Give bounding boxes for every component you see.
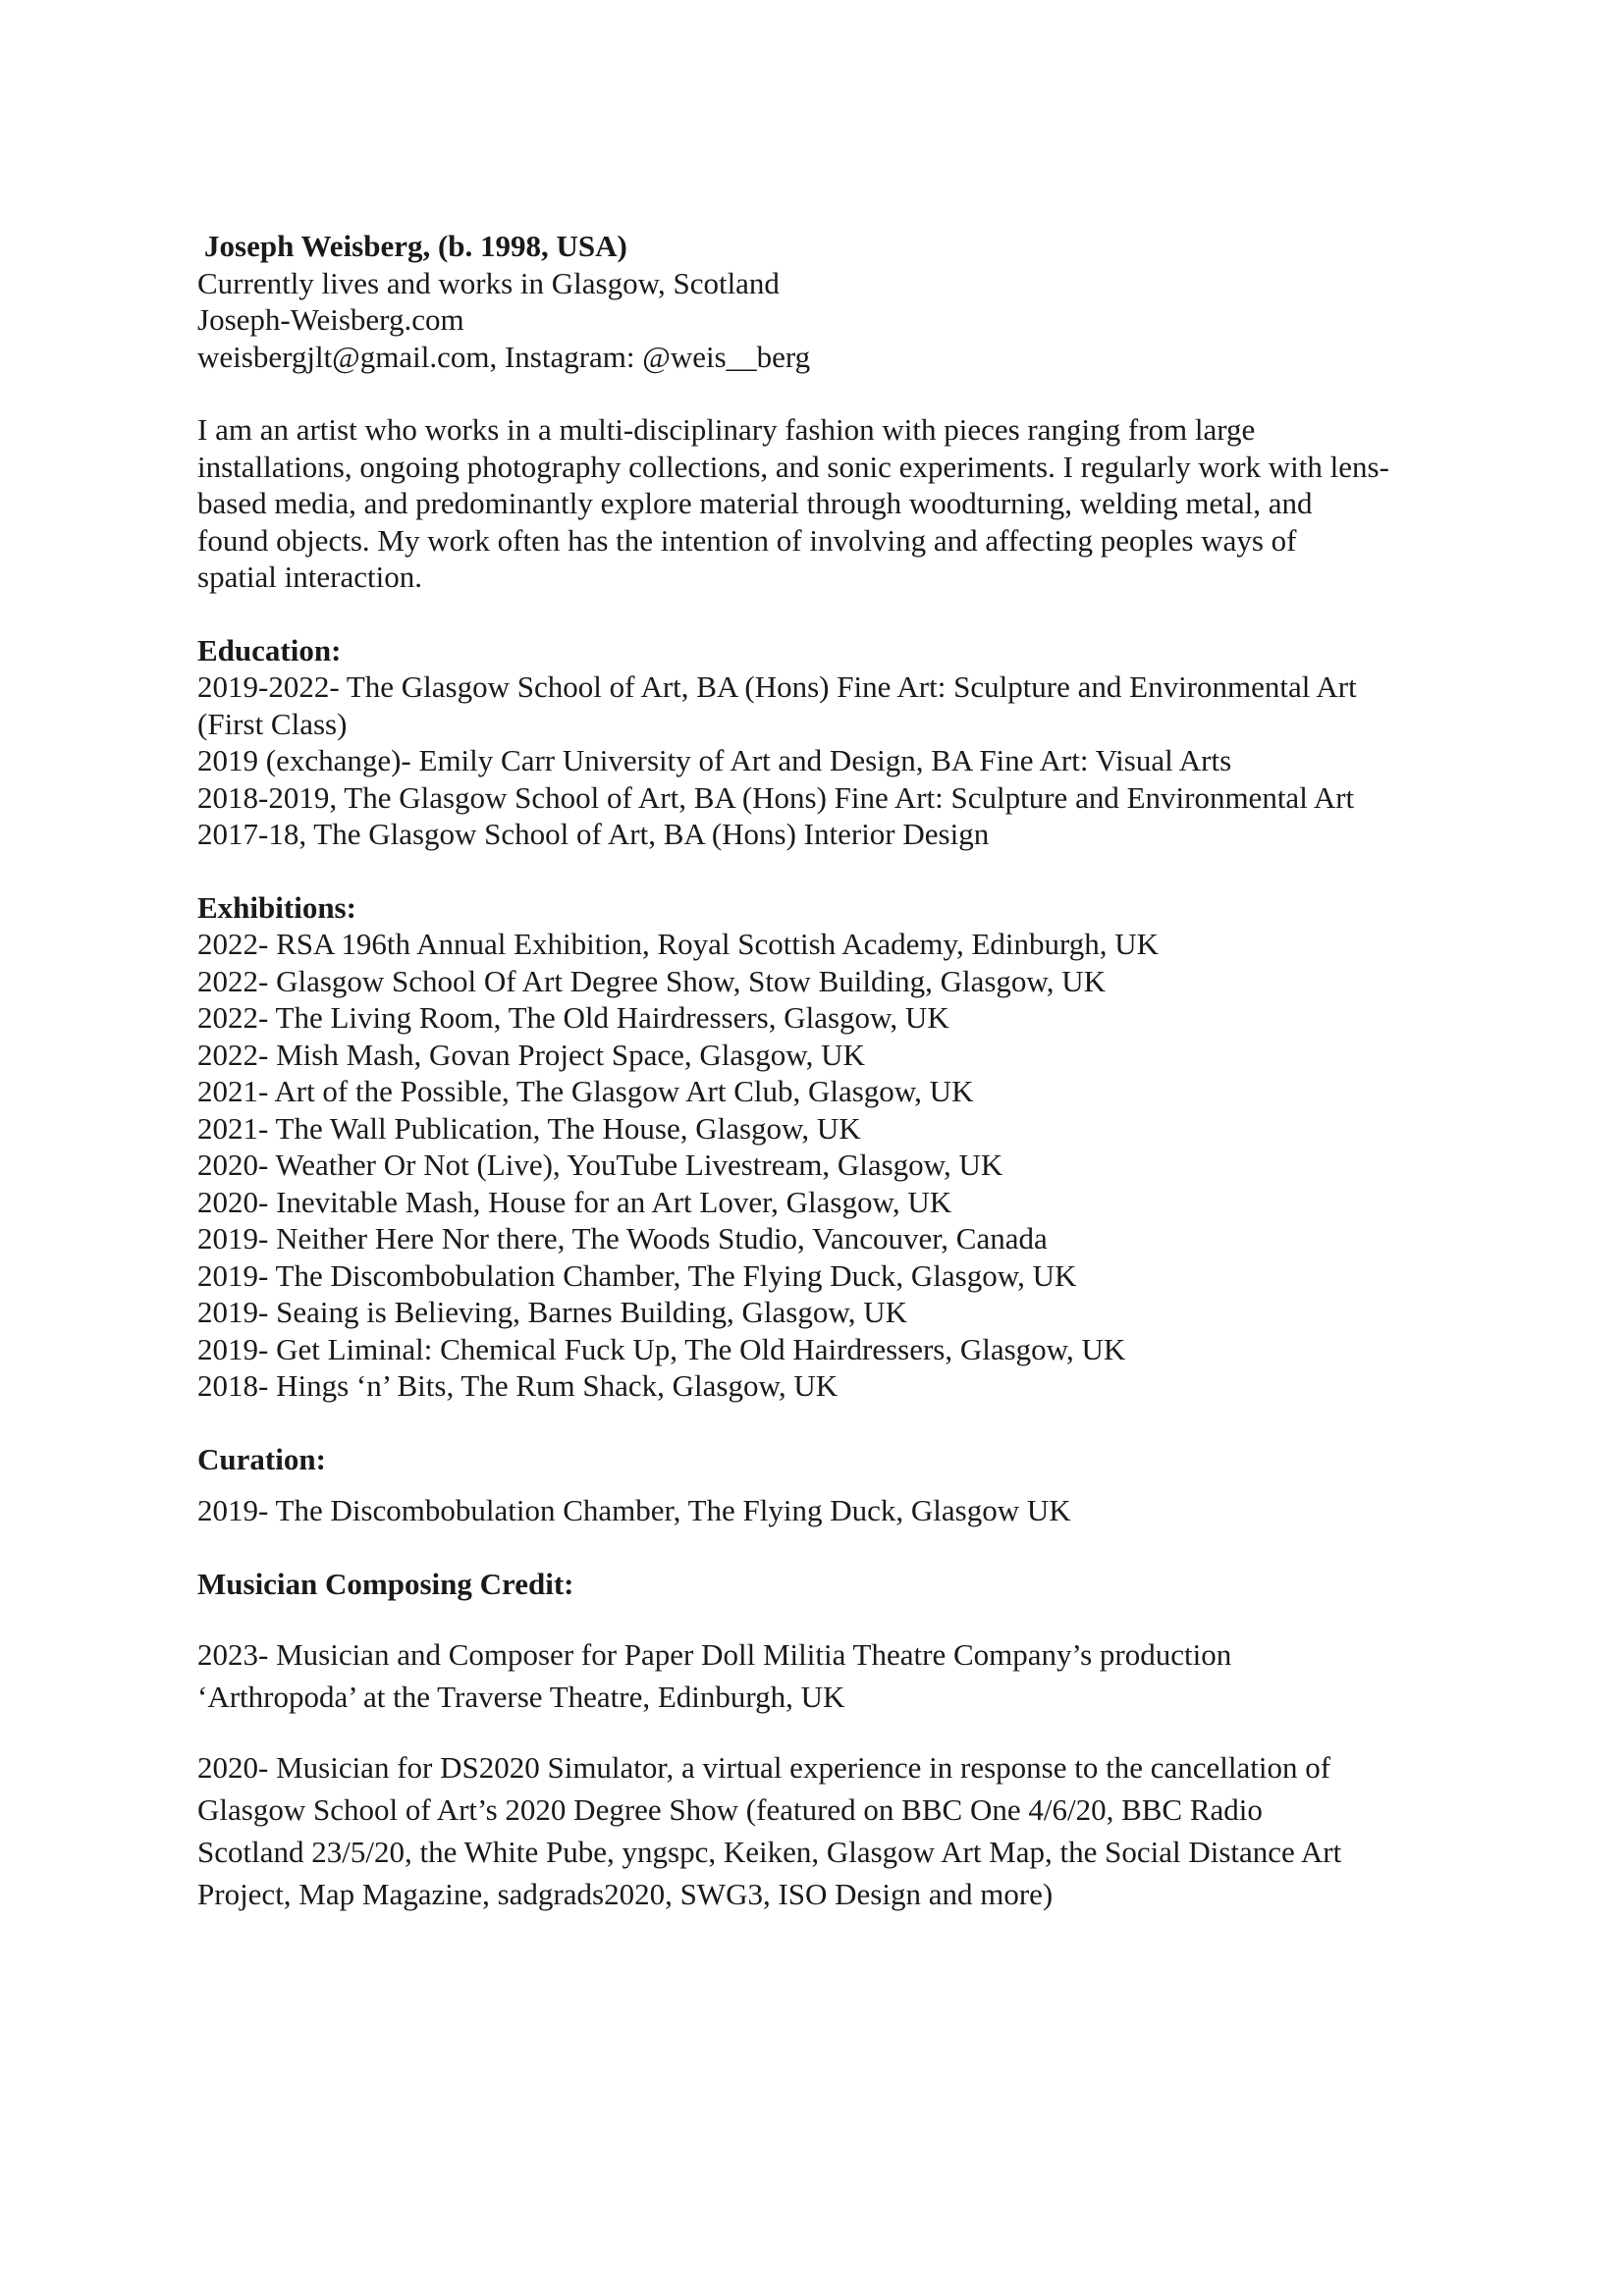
education-section — [197, 632, 1474, 853]
curation-item: 2019- The Discombobulation Chamber, The Flying Duck, Glasgow UK — [197, 1493, 1071, 1527]
location-line: Currently lives and works in Glasgow, Scotland — [197, 265, 780, 300]
exhibition-item: 2019- Seaing is Believing, Barnes Building, Glasgow, UK — [197, 1295, 907, 1329]
education-item: 2019 (exchange)- Emily Carr University of Art and Design, BA Fine Art: Visual Arts — [197, 743, 1232, 777]
website-line: Joseph-Weisberg.com — [197, 302, 464, 337]
education-heading: Education: — [197, 632, 342, 667]
music-credit-item — [197, 1746, 1474, 1915]
music-credit-line: ‘Arthropoda’ at the Traverse Theatre, Edinburgh, UK — [197, 1680, 845, 1714]
exhibition-item: 2019- Get Liminal: Chemical Fuck Up, The Old Hairdressers, Glasgow, UK — [197, 1331, 1126, 1366]
contact-line: weisbergjlt@gmail.com, Instagram: @weis__berg — [197, 339, 811, 374]
bio-paragraph — [197, 411, 1474, 596]
exhibition-item: 2022- RSA 196th Annual Exhibition, Royal Scottish Academy, Edinburgh, UK — [197, 927, 1160, 961]
education-item: 2018-2019, The Glasgow School of Art, BA (Hons) Fine Art: Sculpture and Environmental Art — [197, 779, 1355, 815]
exhibition-item: 2022- Mish Mash, Govan Project Space, Glasgow, UK — [197, 1037, 865, 1072]
exhibition-item: 2019- The Discombobulation Chamber, The Flying Duck, Glasgow, UK — [197, 1257, 1077, 1293]
exhibition-item: 2021- The Wall Publication, The House, Glasgow, UK — [197, 1110, 861, 1146]
bio-line: spatial interaction. — [197, 560, 422, 594]
music-credit-item — [197, 1633, 1474, 1718]
exhibition-item: 2019- Neither Here Nor there, The Woods Studio, Vancouver, Canada — [197, 1221, 1048, 1255]
music-credit-line: Glasgow School of Art’s 2020 Degree Show (featured on BBC One 4/6/20, BBC Radio — [197, 1792, 1263, 1827]
artist-name: Joseph Weisberg, (b. 1998, USA) — [204, 229, 627, 263]
exhibition-item: 2022- Glasgow School Of Art Degree Show, Stow Building, Glasgow, UK — [197, 963, 1107, 998]
exhibition-item: 2018- Hings ‘n’ Bits, The Rum Shack, Glasgow, UK — [197, 1368, 839, 1403]
exhibition-item: 2020- Inevitable Mash, House for an Art Lover, Glasgow, UK — [197, 1184, 952, 1219]
exhibition-item: 2020- Weather Or Not (Live), YouTube Livestream, Glasgow, UK — [197, 1148, 1003, 1182]
education-item: 2017-18, The Glasgow School of Art, BA (Hons) Interior Design — [197, 817, 990, 851]
music-heading: Musician Composing Credit: — [197, 1566, 574, 1601]
header-block — [197, 228, 1474, 375]
cv-page — [197, 228, 1474, 1915]
music-credit-line: 2023- Musician and Composer for Paper Doll Militia Theatre Company’s production — [197, 1637, 1232, 1672]
education-item: (First Class) — [197, 706, 348, 741]
music-section — [197, 1566, 1474, 1916]
exhibitions-heading: Exhibitions: — [197, 889, 356, 925]
music-credit-line: 2020- Musician for DS2020 Simulator, a virtual experience in response to the cancellation of — [197, 1750, 1331, 1785]
bio-line: found objects. My work often has the intention of involving and affecting peoples ways of — [197, 522, 1297, 558]
exhibition-item: 2021- Art of the Possible, The Glasgow Art Club, Glasgow, UK — [197, 1074, 974, 1108]
music-credit-line: Scotland 23/5/20, the White Pube, yngspc, Keiken, Glasgow Art Map, the Social Distance Art — [197, 1835, 1342, 1869]
music-credit-line: Project, Map Magazine, sadgrads2020, SWG3, ISO Design and more) — [197, 1877, 1054, 1911]
bio-line: based media, and predominantly explore material through woodturning, welding metal, and — [197, 486, 1313, 520]
exhibition-item: 2022- The Living Room, The Old Hairdressers, Glasgow, UK — [197, 1000, 949, 1035]
bio-line: I am an artist who works in a multi-disciplinary fashion with pieces ranging from large — [197, 412, 1256, 447]
bio-line: installations, ongoing photography collections, and sonic experiments. I regularly work with lens- — [197, 449, 1389, 484]
curation-section — [197, 1441, 1474, 1529]
exhibitions-section — [197, 889, 1474, 1405]
curation-heading: Curation: — [197, 1441, 326, 1476]
education-item: 2019-2022- The Glasgow School of Art, BA (Hons) Fine Art: Sculpture and Environmental Art — [197, 669, 1357, 704]
